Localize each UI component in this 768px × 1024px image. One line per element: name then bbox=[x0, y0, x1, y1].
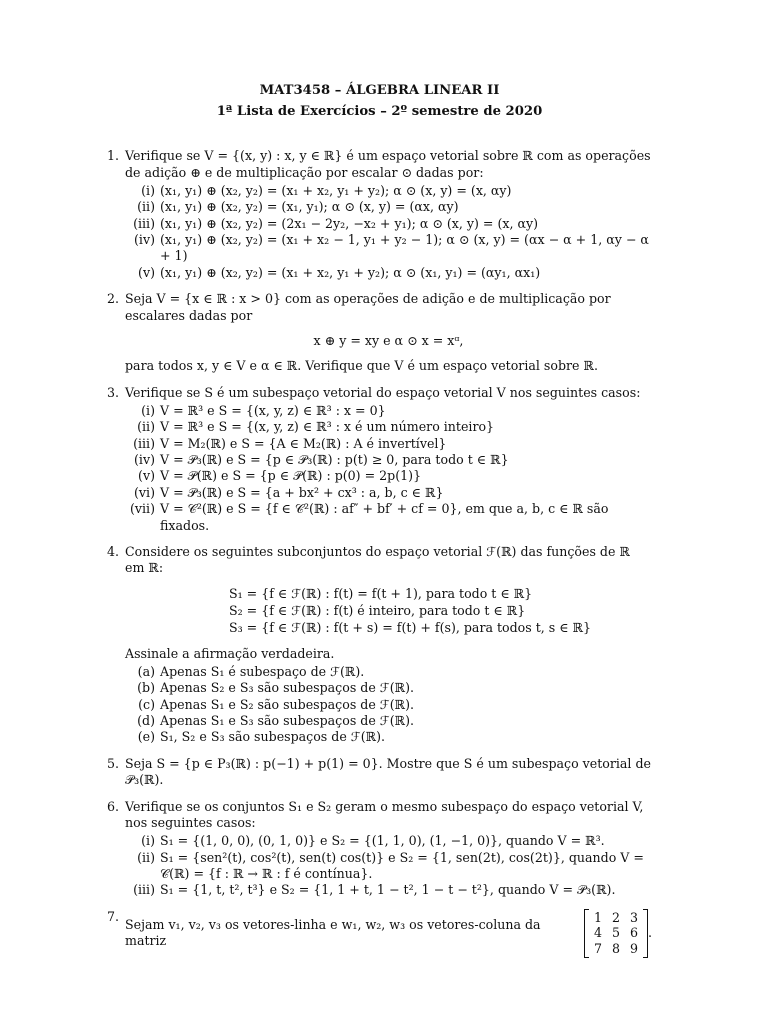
problem-4 bbox=[107, 544, 652, 746]
subitem bbox=[125, 232, 652, 265]
subitem-label: (vi) bbox=[134, 484, 155, 500]
problem-statement: Verifique se V = {(x, y) : x, y ∈ ℝ} é um espaço vetorial sobre ℝ com as operações de adição ⊕ e de multiplicação por escalar ⊙ dadas por: bbox=[125, 148, 651, 180]
problem-5 bbox=[107, 756, 652, 789]
subitem bbox=[125, 265, 652, 281]
subitem bbox=[125, 882, 652, 898]
problem-7 bbox=[107, 909, 652, 958]
option-list bbox=[125, 664, 652, 746]
subitem-label: (i) bbox=[141, 402, 155, 418]
subitem-text: V = M₂(ℝ) e S = {A ∈ M₂(ℝ) : A é invertível} bbox=[160, 435, 447, 451]
subitem-label: (i) bbox=[141, 183, 155, 199]
document-title: MAT3458 – ÁLGEBRA LINEAR II bbox=[259, 83, 500, 98]
subitem bbox=[125, 419, 652, 435]
answer-option bbox=[125, 664, 652, 680]
subitem-list bbox=[125, 403, 652, 534]
problem-list bbox=[107, 148, 652, 958]
subitem-label: (i) bbox=[141, 833, 155, 849]
option-text: Apenas S₁ e S₃ são subespaços de ℱ(ℝ). bbox=[160, 713, 415, 729]
option-text: Apenas S₂ e S₃ são subespaços de ℱ(ℝ). bbox=[160, 680, 415, 696]
subitem bbox=[125, 485, 652, 501]
problem-number: 7. bbox=[107, 908, 120, 924]
answer-option bbox=[125, 680, 652, 696]
matrix-entry: 8 bbox=[611, 941, 620, 957]
matrix-entry: 4 bbox=[593, 925, 602, 941]
subitem-text: S₁ = {1, t, t², t³} e S₂ = {1, 1 + t, 1 − t², 1 − t − t²}, quando V = 𝒫₃(ℝ). bbox=[160, 882, 616, 898]
option-label: (e) bbox=[137, 729, 155, 745]
subitem bbox=[125, 501, 652, 534]
answer-option bbox=[125, 713, 652, 729]
subitem-list bbox=[125, 183, 652, 281]
subset-definition: S₃ = {f ∈ ℱ(ℝ) : f(t + s) = f(t) + f(s), para todos t, s ∈ ℝ} bbox=[229, 620, 592, 636]
subitem bbox=[125, 468, 652, 484]
option-text: Apenas S₁ é subespaço de ℱ(ℝ). bbox=[160, 664, 365, 680]
subset-definition: S₁ = {f ∈ ℱ(ℝ) : f(t) = f(t + 1), para todo t ∈ ℝ} bbox=[229, 585, 533, 601]
option-label: (a) bbox=[137, 664, 155, 680]
subitem-text: (x₁, y₁) ⊕ (x₂, y₂) = (x₁ + x₂, y₁ + y₂); α ⊙ (x, y) = (x, αy) bbox=[160, 183, 512, 199]
problem-statement: Sejam v₁, v₂, v₃ os vetores-linha e w₁, w₂, w₃ os vetores-coluna da matriz bbox=[125, 916, 541, 949]
problem-statement: Considere os seguintes subconjuntos do espaço vetorial ℱ(ℝ) das funções de ℝ em ℝ: bbox=[125, 543, 630, 576]
subitem-label: (vii) bbox=[130, 501, 155, 517]
problem-statement: Seja V = {x ∈ ℝ : x > 0} com as operações de adição e de multiplicação por escalares dadas por bbox=[125, 291, 611, 323]
subitem-label: (ii) bbox=[137, 419, 155, 435]
problem-statement-row bbox=[125, 909, 652, 958]
subitem bbox=[125, 436, 652, 452]
display-equation: x ⊕ y = xy e α ⊙ x = xᵅ, bbox=[313, 332, 464, 348]
subitem bbox=[125, 403, 652, 419]
matrix-entry: 5 bbox=[611, 925, 620, 941]
subitem-text: (x₁, y₁) ⊕ (x₂, y₂) = (x₁ + x₂, y₁ + y₂); α ⊙ (x₁, y₁) = (αy₁, αx₁) bbox=[160, 264, 541, 280]
subitem-text: V = 𝒫₃(ℝ) e S = {a + bx² + cx³ : a, b, c ∈ ℝ} bbox=[160, 484, 444, 500]
matrix-entry: 9 bbox=[629, 941, 638, 957]
problem-statement: Verifique se os conjuntos S₁ e S₂ geram o mesmo subespaço do espaço vetorial V, nos seguintes casos: bbox=[125, 798, 644, 830]
option-label: (c) bbox=[138, 696, 155, 712]
subitem-label: (iii) bbox=[133, 435, 155, 451]
matrix-entry: 6 bbox=[629, 925, 638, 941]
document-page bbox=[107, 82, 652, 968]
subitem-label: (iii) bbox=[133, 215, 155, 231]
sentence-end: . bbox=[647, 925, 652, 941]
problem-continuation: para todos x, y ∈ V e α ∈ ℝ. Verifique que V é um espaço vetorial sobre ℝ. bbox=[125, 358, 598, 374]
subitem-label: (iv) bbox=[134, 452, 155, 468]
subitem-label: (iii) bbox=[133, 882, 155, 898]
subitem-label: (v) bbox=[138, 264, 155, 280]
question-prompt: Assinale a afirmação verdadeira. bbox=[125, 645, 335, 661]
subitem-label: (ii) bbox=[137, 199, 155, 215]
subitem-text: S₁ = {sen²(t), cos²(t), sen(t) cos(t)} e S₂ = {1, sen(2t), cos(2t)}, quando V = 𝒞(ℝ) = {f : ℝ → ℝ : f é contínua}. bbox=[160, 849, 644, 881]
subitem bbox=[125, 452, 652, 468]
problem-number: 1. bbox=[107, 148, 120, 164]
subitem-text: V = ℝ³ e S = {(x, y, z) ∈ ℝ³ : x = 0} bbox=[160, 402, 386, 418]
subitem bbox=[125, 850, 652, 883]
problem-number: 4. bbox=[107, 543, 120, 559]
problem-3 bbox=[107, 385, 652, 534]
subitem-text: V = 𝒫₃(ℝ) e S = {p ∈ 𝒫₃(ℝ) : p(t) ≥ 0, para todo t ∈ ℝ} bbox=[160, 452, 509, 468]
subitem-text: (x₁, y₁) ⊕ (x₂, y₂) = (x₁, y₁); α ⊙ (x, y) = (αx, αy) bbox=[160, 199, 459, 215]
subitem-label: (iv) bbox=[134, 232, 155, 248]
matrix-entry: 1 bbox=[593, 909, 602, 925]
subitem-text: V = 𝒫(ℝ) e S = {p ∈ 𝒫(ℝ) : p(0) = 2p(1)} bbox=[160, 468, 422, 484]
option-text: S₁, S₂ e S₃ são subespaços de ℱ(ℝ). bbox=[160, 729, 385, 745]
subitem-text: S₁ = {(1, 0, 0), (0, 1, 0)} e S₂ = {(1, 1, 0), (1, −1, 0)}, quando V = ℝ³. bbox=[160, 833, 605, 849]
matrix-entry: 2 bbox=[611, 909, 620, 925]
option-label: (d) bbox=[137, 713, 155, 729]
subitem bbox=[125, 183, 652, 199]
answer-option bbox=[125, 729, 652, 745]
subitem-list bbox=[125, 833, 652, 898]
problem-6 bbox=[107, 799, 652, 899]
matrix-entry: 3 bbox=[629, 909, 638, 925]
matrix-grid bbox=[589, 909, 643, 958]
problem-number: 3. bbox=[107, 384, 120, 400]
problem-statement: Seja S = {p ∈ P₃(ℝ) : p(−1) + p(1) = 0}. Mostre que S é um subespaço vetorial de 𝒫₃(ℝ). bbox=[125, 755, 651, 788]
subitem-text: (x₁, y₁) ⊕ (x₂, y₂) = (2x₁ − 2y₂, −x₂ + y₁); α ⊙ (x, y) = (x, αy) bbox=[160, 215, 539, 231]
subset-definition: S₂ = {f ∈ ℱ(ℝ) : f(t) é inteiro, para todo t ∈ ℝ} bbox=[229, 602, 526, 618]
subitem-label: (v) bbox=[138, 468, 155, 484]
subitem bbox=[125, 199, 652, 215]
subitem bbox=[125, 833, 652, 849]
option-text: Apenas S₁ e S₂ são subespaços de ℱ(ℝ). bbox=[160, 696, 415, 712]
subitem-text: (x₁, y₁) ⊕ (x₂, y₂) = (x₁ + x₂ − 1, y₁ + y₂ − 1); α ⊙ (x, y) = (αx − α + 1, αy − α + 1) bbox=[160, 232, 649, 264]
document-subtitle: 1ª Lista de Exercícios – 2º semestre de 2020 bbox=[216, 104, 543, 120]
problem-2 bbox=[107, 291, 652, 374]
answer-option bbox=[125, 697, 652, 713]
subset-definitions bbox=[125, 586, 652, 637]
problem-1 bbox=[107, 148, 652, 281]
subitem-text: V = ℝ³ e S = {(x, y, z) ∈ ℝ³ : x é um número inteiro} bbox=[160, 419, 495, 435]
option-label: (b) bbox=[137, 680, 155, 696]
problem-statement: Verifique se S é um subespaço vetorial do espaço vetorial V nos seguintes casos: bbox=[125, 384, 641, 400]
problem-number: 2. bbox=[107, 291, 120, 307]
subitem bbox=[125, 216, 652, 232]
subitem-label: (ii) bbox=[137, 849, 155, 865]
matrix-entry: 7 bbox=[593, 941, 602, 957]
subitem-text: V = 𝒞²(ℝ) e S = {f ∈ 𝒞²(ℝ) : af″ + bf′ + cf = 0}, em que a, b, c ∈ ℝ são fixados. bbox=[160, 501, 609, 533]
problem-number: 6. bbox=[107, 798, 120, 814]
problem-number: 5. bbox=[107, 755, 120, 771]
matrix bbox=[584, 909, 648, 958]
